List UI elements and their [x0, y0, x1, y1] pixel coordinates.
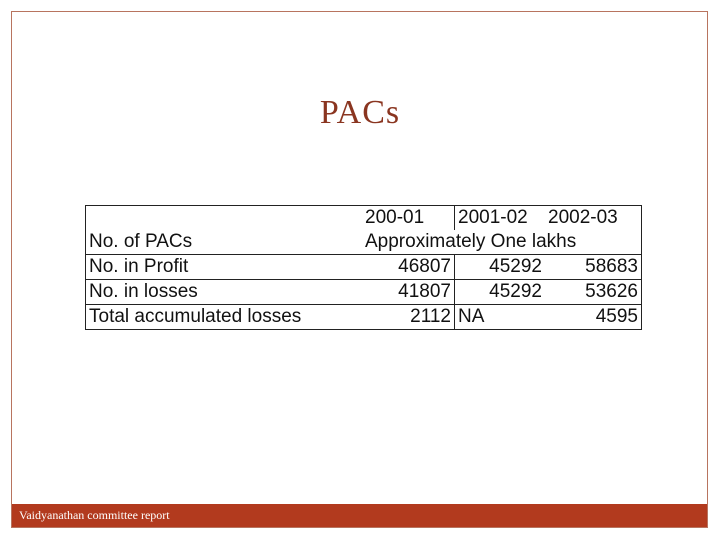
row-label: Total accumulated losses [86, 305, 363, 330]
value-cell: 41807 [362, 280, 455, 305]
table-row [86, 230, 642, 255]
row-label: No. in Profit [86, 255, 363, 280]
header-cell-blank [86, 206, 363, 231]
header-cell-year-1: 200-01 [362, 206, 455, 231]
table-header-row [86, 206, 642, 231]
header-cell-year-2: 2001-02 [455, 206, 546, 231]
value-cell: 58683 [545, 255, 642, 280]
value-cell: 45292 [455, 280, 546, 305]
value-cell: 53626 [545, 280, 642, 305]
slide-title: PACs [319, 94, 401, 131]
row-label: No. of PACs [86, 230, 363, 255]
header-cell-year-3: 2002-03 [545, 206, 642, 231]
table-row [86, 305, 642, 330]
value-cell: 2112 [362, 305, 455, 330]
value-cell: 4595 [545, 305, 642, 330]
table-row [86, 280, 642, 305]
value-cell: 46807 [362, 255, 455, 280]
value-cell: NA [455, 305, 546, 330]
row-label: No. in losses [86, 280, 363, 305]
pacs-table [85, 205, 642, 330]
footer-text: Vaidyanathan committee report [19, 508, 170, 522]
merged-value-cell: Approximately One lakhs [362, 230, 642, 255]
value-cell: 45292 [455, 255, 546, 280]
table-row [86, 255, 642, 280]
